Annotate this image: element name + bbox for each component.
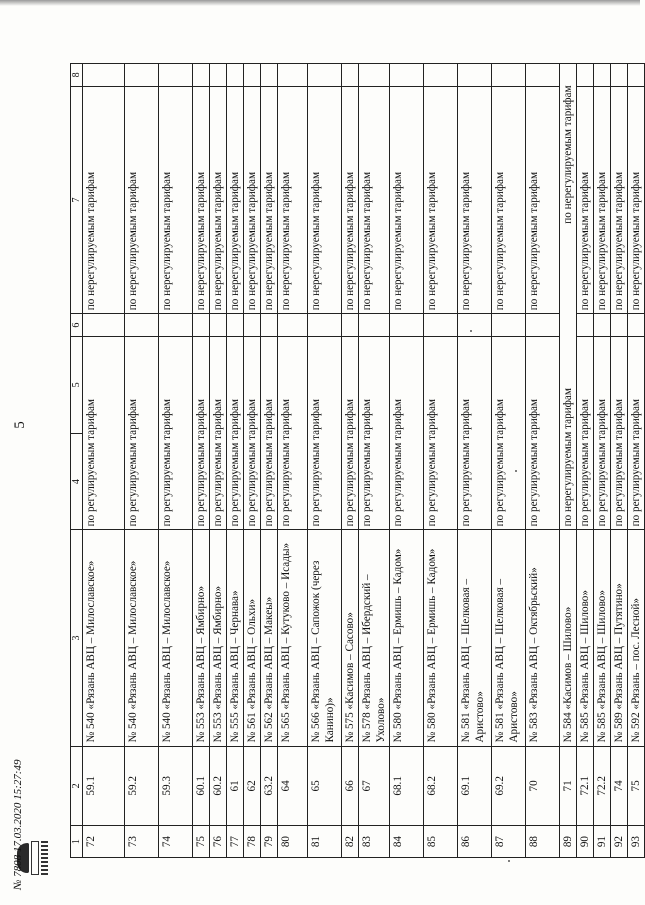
table-row xyxy=(458,64,492,858)
route-name: № 589 «Рязань АВЦ – Путятино» xyxy=(611,530,628,746)
regulated-tariff: по регулируемым тарифам xyxy=(342,337,359,530)
empty-cell xyxy=(125,314,159,337)
row-number: 92 xyxy=(611,826,628,858)
irregular-tariff: по нерегулируемым тарифам xyxy=(83,86,125,314)
row-number: 86 xyxy=(458,826,492,858)
table-row xyxy=(159,64,193,858)
table-row xyxy=(390,64,424,858)
empty-cell xyxy=(159,314,193,337)
empty-cell xyxy=(424,64,458,87)
route-code: 71 xyxy=(560,746,577,826)
row-number: 89 xyxy=(560,826,577,858)
row-number: 76 xyxy=(210,826,227,858)
irregular-tariff: по нерегулируемым тарифам xyxy=(594,86,611,314)
scan-speck xyxy=(470,330,472,332)
table-row xyxy=(594,64,611,858)
route-name: № 581 «Рязань АВЦ – Шелковая – Аристово» xyxy=(492,530,526,746)
irregular-tariff: по нерегулируемым тарифам xyxy=(278,86,308,314)
route-code: 59.2 xyxy=(125,746,159,826)
table-row xyxy=(577,64,594,858)
col-header-3: 3 xyxy=(71,530,83,746)
table-row xyxy=(492,64,526,858)
regulated-tariff: по регулируемым тарифам xyxy=(526,337,560,530)
table-row xyxy=(278,64,308,858)
row-number: 79 xyxy=(261,826,278,858)
irregular-tariff: по нерегулируемым тарифам xyxy=(458,86,492,314)
empty-cell xyxy=(261,314,278,337)
irregular-tariff: по нерегулируемым тарифам xyxy=(308,86,342,314)
regulated-tariff: по регулируемым тарифам xyxy=(261,337,278,530)
regulated-tariff: по регулируемым тарифам xyxy=(492,337,526,530)
column-number-row xyxy=(71,64,83,858)
irregular-tariff: по нерегулируемым тарифам xyxy=(244,86,261,314)
empty-cell xyxy=(159,64,193,87)
empty-cell xyxy=(244,64,261,87)
regulated-tariff: по регулируемым тарифам xyxy=(244,337,261,530)
route-code: 59.3 xyxy=(159,746,193,826)
col-header-7: 7 xyxy=(71,86,83,314)
route-name: № 584 «Касимов – Шилово» xyxy=(560,530,577,746)
route-name: № 578 «Рязань АВЦ – Ибердский – Ухолово» xyxy=(359,530,390,746)
route-name: № 581 «Рязань АВЦ – Шелковая – Аристово» xyxy=(458,530,492,746)
regulated-tariff: по регулируемым тарифам xyxy=(159,337,193,530)
route-name: № 580 «Рязань АВЦ – Ермишь – Кадом» xyxy=(424,530,458,746)
col-header-8: 8 xyxy=(71,64,83,87)
irregular-tariff: по нерегулируемым тарифам xyxy=(159,86,193,314)
regulated-tariff: по регулируемым тарифам xyxy=(278,337,308,530)
route-name: № 585 «Рязань АВЦ – Шилово» xyxy=(577,530,594,746)
route-name: № 583 «Рязань АВЦ – Октябрьский» xyxy=(526,530,560,746)
row-number: 84 xyxy=(390,826,424,858)
route-code: 61 xyxy=(227,746,244,826)
regulated-tariff: по регулируемым тарифам xyxy=(125,337,159,530)
empty-cell xyxy=(492,64,526,87)
irregular-tariff: по нерегулируемым тарифам xyxy=(577,86,594,314)
irregular-tariff: по нерегулируемым тарифам xyxy=(424,86,458,314)
merged-tariff-cell xyxy=(560,64,577,530)
table-row xyxy=(193,64,210,858)
empty-cell xyxy=(611,314,628,337)
regulated-tariff: по регулируемым тарифам xyxy=(628,337,645,530)
row-number: 81 xyxy=(308,826,342,858)
route-code: 69.2 xyxy=(492,746,526,826)
route-name: № 540 «Рязань АВЦ – Милославское» xyxy=(125,530,159,746)
regulated-tariff: по регулируемым тарифам xyxy=(390,337,424,530)
table-row xyxy=(611,64,628,858)
route-code: 68.2 xyxy=(424,746,458,826)
empty-cell xyxy=(125,64,159,87)
irregular-tariff: по нерегулируемым тарифам xyxy=(227,86,244,314)
route-code: 66 xyxy=(342,746,359,826)
empty-cell xyxy=(193,314,210,337)
irregular-tariff: по нерегулируемым тарифам xyxy=(492,86,526,314)
empty-cell xyxy=(594,64,611,87)
route-name: № 562 «Рязань АВЦ – Макеы» xyxy=(261,530,278,746)
empty-cell xyxy=(83,314,125,337)
route-name: № 555 «Рязань АВЦ – Чернава» xyxy=(227,530,244,746)
route-name: № 592 «Рязань – пос. Лесной» xyxy=(628,530,645,746)
table-row xyxy=(210,64,227,858)
irregular-tariff: по нерегулируемым тарифам xyxy=(210,86,227,314)
empty-cell xyxy=(278,314,308,337)
route-code: 70 xyxy=(526,746,560,826)
empty-cell xyxy=(628,64,645,87)
empty-cell xyxy=(526,64,560,87)
route-name: № 565 «Рязань АВЦ – Кутуково – Исады» xyxy=(278,530,308,746)
table-row xyxy=(308,64,342,858)
empty-cell xyxy=(308,64,342,87)
regulated-tariff: по регулируемым тарифам xyxy=(193,337,210,530)
irregular-tariff: по нерегулируемым тарифам xyxy=(359,86,390,314)
empty-cell xyxy=(424,314,458,337)
route-code: 62 xyxy=(244,746,261,826)
empty-cell xyxy=(594,314,611,337)
empty-cell xyxy=(390,314,424,337)
row-number: 91 xyxy=(594,826,611,858)
regulated-tariff: по регулируемым тарифам xyxy=(458,337,492,530)
empty-cell xyxy=(359,314,390,337)
page-number: 5 xyxy=(12,421,28,429)
row-number: 93 xyxy=(628,826,645,858)
irregular-tariff: по нерегулируемым тарифам xyxy=(526,86,560,314)
irregular-tariff: по нерегулируемым тарифам xyxy=(125,86,159,314)
col-header-6: 6 xyxy=(71,314,83,337)
empty-cell xyxy=(628,314,645,337)
empty-cell xyxy=(342,314,359,337)
col-header-1: 1 xyxy=(71,826,83,858)
table-row xyxy=(424,64,458,858)
row-number: 74 xyxy=(159,826,193,858)
empty-cell xyxy=(390,64,424,87)
route-code: 72.1 xyxy=(577,746,594,826)
col-header-2: 2 xyxy=(71,746,83,826)
empty-cell xyxy=(227,314,244,337)
row-number: 87 xyxy=(492,826,526,858)
row-number: 85 xyxy=(424,826,458,858)
registration-footer: № 7808 17.03.2020 15:27:49 xyxy=(12,759,24,890)
route-code: 65 xyxy=(308,746,342,826)
row-number: 75 xyxy=(193,826,210,858)
row-number: 72 xyxy=(83,826,125,858)
table-row xyxy=(83,64,125,858)
empty-cell xyxy=(458,64,492,87)
route-code: 63.2 xyxy=(261,746,278,826)
table-row xyxy=(244,64,261,858)
scan-shadow xyxy=(0,0,640,6)
empty-cell xyxy=(308,314,342,337)
route-name: № 553 «Рязань АВЦ – Ямбирно» xyxy=(193,530,210,746)
empty-cell xyxy=(210,64,227,87)
empty-cell xyxy=(342,64,359,87)
route-code: 69.1 xyxy=(458,746,492,826)
rotated-page-content xyxy=(70,63,642,858)
table-row xyxy=(560,64,577,858)
table-row xyxy=(342,64,359,858)
route-code: 72.2 xyxy=(594,746,611,826)
empty-cell xyxy=(611,64,628,87)
empty-cell xyxy=(193,64,210,87)
route-name: № 566 «Рязань АВЦ – Сапожок (через Канино)» xyxy=(308,530,342,746)
route-name: № 580 «Рязань АВЦ – Ермишь – Кадом» xyxy=(390,530,424,746)
row-number: 77 xyxy=(227,826,244,858)
empty-cell xyxy=(244,314,261,337)
route-code: 64 xyxy=(278,746,308,826)
irregular-tariff: по нерегулируемым тарифам xyxy=(611,86,628,314)
regulated-tariff: по регулируемым тарифам xyxy=(308,337,342,530)
route-name: № 561 «Рязань АВЦ – Ольхи» xyxy=(244,530,261,746)
row-number: 88 xyxy=(526,826,560,858)
empty-cell xyxy=(227,64,244,87)
regulated-tariff: по регулируемым тарифам xyxy=(359,337,390,530)
table-row xyxy=(526,64,560,858)
col-header-5: 5 xyxy=(71,337,83,434)
empty-cell xyxy=(83,64,125,87)
empty-cell xyxy=(359,64,390,87)
route-code: 60.1 xyxy=(193,746,210,826)
empty-cell xyxy=(492,314,526,337)
route-name: № 585 «Рязань АВЦ – Шилово» xyxy=(594,530,611,746)
row-number: 80 xyxy=(278,826,308,858)
table-row xyxy=(359,64,390,858)
row-number: 78 xyxy=(244,826,261,858)
irregular-tariff: по нерегулируемым тарифам xyxy=(628,86,645,314)
irregular-tariff: по нерегулируемым тарифам xyxy=(390,86,424,314)
row-number: 82 xyxy=(342,826,359,858)
regulated-tariff: по регулируемым тарифам xyxy=(227,337,244,530)
route-code: 68.1 xyxy=(390,746,424,826)
route-name: № 540 «Рязань АВЦ – Милославское» xyxy=(159,530,193,746)
tariff-text-right: по нерегулируемым тарифам xyxy=(562,85,574,224)
empty-cell xyxy=(458,314,492,337)
route-tariff-table xyxy=(70,63,645,858)
table-body xyxy=(83,64,645,858)
scan-speck xyxy=(508,860,510,862)
scan-speck xyxy=(515,470,517,472)
route-name: № 553 «Рязань АВЦ – Ямбирно» xyxy=(210,530,227,746)
empty-cell xyxy=(577,314,594,337)
regulated-tariff: по регулируемым тарифам xyxy=(594,337,611,530)
regulated-tariff: по регулируемым тарифам xyxy=(611,337,628,530)
regulated-tariff: по регулируемым тарифам xyxy=(424,337,458,530)
route-code: 60.2 xyxy=(210,746,227,826)
empty-cell xyxy=(278,64,308,87)
empty-cell xyxy=(577,64,594,87)
regulated-tariff: по регулируемым тарифам xyxy=(210,337,227,530)
table-row xyxy=(628,64,645,858)
route-name: № 540 «Рязань АВЦ – Милославское» xyxy=(83,530,125,746)
irregular-tariff: по нерегулируемым тарифам xyxy=(342,86,359,314)
empty-cell xyxy=(261,64,278,87)
route-name: № 575 «Касимов – Сасово» xyxy=(342,530,359,746)
table-row xyxy=(227,64,244,858)
row-number: 73 xyxy=(125,826,159,858)
row-number: 83 xyxy=(359,826,390,858)
irregular-tariff: по нерегулируемым тарифам xyxy=(261,86,278,314)
row-number: 90 xyxy=(577,826,594,858)
empty-cell xyxy=(526,314,560,337)
table-row xyxy=(125,64,159,858)
table-row xyxy=(261,64,278,858)
route-code: 59.1 xyxy=(83,746,125,826)
regulated-tariff: по регулируемым тарифам xyxy=(577,337,594,530)
route-code: 67 xyxy=(359,746,390,826)
irregular-tariff: по нерегулируемым тарифам xyxy=(193,86,210,314)
route-code: 75 xyxy=(628,746,645,826)
col-header-4: 4 xyxy=(71,433,83,530)
tariff-text-left: по нерегулируемым тарифам xyxy=(562,388,574,527)
regulated-tariff: по регулируемым тарифам xyxy=(83,337,125,530)
route-code: 74 xyxy=(611,746,628,826)
empty-cell xyxy=(210,314,227,337)
